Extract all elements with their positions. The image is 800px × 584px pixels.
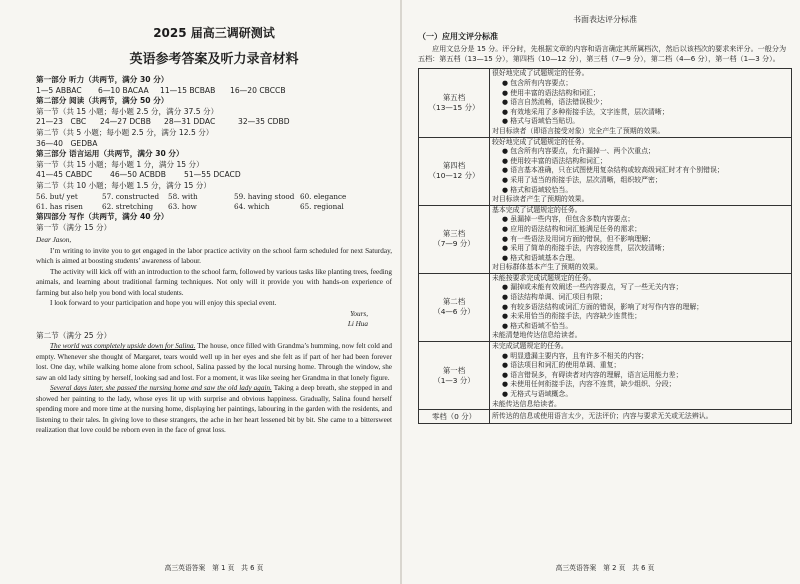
criterion-item: ● 格式和语域较恰当。 — [502, 185, 573, 194]
grade-range: （1—3 分） — [433, 375, 475, 385]
grade-description: 所传达的信息或使用语言太少，无法评价；内容与要求无关或无法辨认。 — [490, 410, 792, 424]
blank-answer: 56. but/ yet — [36, 191, 78, 201]
story-paragraph — [36, 383, 392, 436]
sample-letter — [36, 235, 392, 330]
criterion-item: ● 采用了适当的衔接手法，层次清晰，组织较严密； — [502, 175, 662, 184]
blank-answer: 57. constructed — [102, 191, 160, 201]
criterion-item: ● 有较多语法结构或词汇方面的错误，影响了对写作内容的理解； — [502, 302, 704, 311]
blank-answer: 61. has risen — [36, 201, 83, 211]
scoring-rubric-table — [418, 68, 792, 424]
rubric-intro: 应用文总分是 15 分。评分时，先根据文章的内容和语言确定其所属档次，然后以该档次的要求来评分。一般分为五档：第五档（13—15 分），第四档（10—12 分），第三档（7—9 分），第二档（4—6 分），第一档（1—3 分）。 — [418, 44, 787, 64]
grade-criteria — [490, 69, 792, 137]
grade-range: （10—12 分） — [428, 171, 480, 181]
rubric-row-zero — [419, 410, 792, 424]
rubric-row — [419, 69, 792, 137]
answer-group: 6—10 BACAA — [98, 85, 149, 95]
grade-criteria — [490, 342, 792, 410]
answer-group: 46—50 ACBDB — [110, 170, 166, 180]
grade-name: 第三档 — [442, 229, 466, 239]
listening-answers — [36, 86, 392, 97]
grade-name: 第四档 — [442, 161, 466, 171]
criterion-item: ● 漏掉或未能有效阐述一些内容要点，写了一些无关内容； — [502, 283, 683, 292]
criterion-summary: 未能清楚地传达信息给读者。 — [492, 331, 582, 340]
grade-range: （7—9 分） — [433, 239, 475, 249]
blank-answer: 64. which — [234, 201, 270, 211]
grade-criteria — [490, 137, 792, 205]
grade-label — [419, 69, 490, 137]
answer-group: 32—35 CDBD — [238, 117, 290, 127]
answer-group: 11—15 BCBAB — [160, 85, 216, 95]
answer-group: 21—23 CBC — [36, 117, 87, 127]
criterion-summary: 很好地完成了试题规定的任务。 — [492, 69, 589, 78]
blank-answer: 59. having stood — [234, 191, 295, 201]
criterion-item: ● 未使用任何衔接手法，内容不连贯，缺少组织、分段； — [502, 380, 676, 389]
letter-paragraph: I look forward to your participation and hope you will enjoy this special event. — [50, 299, 277, 308]
section2-answers: 36—40 GEDBA — [36, 138, 98, 148]
criterion-item: ● 格式与语域恰当贴切。 — [502, 117, 580, 126]
part2-section2-heading: 第二节（共 5 小题；每小题 2.5 分，满分 12.5 分） — [36, 127, 214, 137]
part3-section2-heading: 第二节（共 10 小题；每小题 1.5 分，满分 15 分） — [36, 180, 211, 190]
grade-name: 第二档 — [442, 297, 466, 307]
story-text: Taking a deep breath, she stepped in and showed her painting to the lady, whose eyes lit up with surprise and obvious happiness. Gradually, Salina found herself spending more and more time at the nursing home, displaying her paintings, labouring in the garden with the residents, and listening to their tales. In giving love to these strangers, the ache in her heart lessened bit by bit. She came to a bittersweet realization that love could be reborn even in the face of great loss. — [36, 384, 392, 435]
answer-page-2 — [402, 0, 800, 584]
criterion-item: ● 格式和语域基本合理。 — [502, 253, 580, 262]
criterion-item: ● 无格式与语域概念。 — [502, 390, 573, 398]
blank-answer: 58. with — [168, 191, 198, 201]
rubric-title: 书面表达评分标准 — [573, 15, 637, 24]
criterion-item: ● 使用较丰富的语法结构和词汇； — [502, 156, 607, 165]
criterion-item: ● 包含所有内容要点，允许漏掉一、两个次重点； — [502, 147, 655, 156]
blank-answer: 60. elegance — [300, 191, 347, 201]
rubric-section-heading: （一）应用文评分标准 — [418, 32, 498, 41]
grade-range: （13—15 分） — [428, 102, 480, 112]
grade-label — [419, 205, 490, 273]
cloze-answers — [36, 170, 392, 181]
part3-section1-heading: 第一节（共 15 小题；每小题 1 分，满分 15 分） — [36, 159, 204, 169]
criterion-item: ● 应用的语法结构和词汇能满足任务的需求； — [502, 224, 642, 233]
grade-name: 第一档 — [442, 365, 466, 375]
grade-label: 零档（0 分） — [419, 410, 490, 424]
criterion-item: ● 有效地采用了多种衔接手法，文字连贯，层次清晰； — [502, 107, 669, 116]
reading-answers — [36, 117, 392, 128]
grade-label — [419, 342, 490, 410]
answer-group: 16—20 CBCCB — [230, 85, 286, 95]
answer-group: 1—5 ABBAC — [36, 85, 82, 95]
letter-paragraph: The activity will kick off with an introduction to the school farm, followed by various tasks like planting trees, feeding animals, and learning about traditional farming techniques. Not only will it provide you with hands-on experience of farming but also help you bond with local students. — [36, 267, 392, 297]
answer-group: 28—31 DDAC — [164, 117, 216, 127]
criterion-item: ● 明显遗漏主要内容，且有许多不相关的内容； — [502, 351, 649, 360]
letter-closing: Yours, — [350, 309, 368, 318]
criterion-summary: 未能传达信息给读者。 — [492, 399, 561, 408]
answer-group: 24—27 DCBB — [100, 117, 151, 127]
criterion-item: ● 语法结构单调、词汇项目有限； — [502, 293, 607, 302]
grade-label — [419, 273, 490, 341]
rubric-row — [419, 273, 792, 341]
part4-section1-heading: 第一节（满分 15 分） — [36, 222, 112, 232]
story-lead-sentence: Several days later, she passed the nursing home and saw the old lady again. — [50, 384, 272, 393]
rubric-row — [419, 137, 792, 205]
document-title: 英语参考答案及听力录音材料 — [129, 52, 299, 67]
blank-answer: 65. regional — [300, 201, 344, 211]
part2-section1-heading: 第一节（共 15 小题；每小题 2.5 分，满分 37.5 分） — [36, 106, 219, 116]
criterion-item: ● 语言错误多，有碍读者对内容的理解，语言运用能力差； — [502, 370, 683, 379]
criterion-item: ● 语法项目和词汇的使用单调、重复； — [502, 361, 621, 370]
criterion-item: ● 语言基本准确，只在试图使用复杂结构或较高级词汇时才有个别错误； — [502, 166, 724, 175]
part3-heading: 第三部分 语言运用（共两节，满分 30 分） — [36, 149, 184, 159]
grade-label — [419, 137, 490, 205]
criterion-item: ● 包含所有内容要点； — [502, 79, 573, 87]
page-footer: 高三英语答案 第 1 页 共 6 页 — [164, 564, 264, 572]
criterion-item: ● 语言自然流畅，语法错误极少； — [502, 98, 607, 107]
criterion-item: ● 未采用恰当的衔接手法，内容缺少连贯性； — [502, 312, 642, 321]
criterion-summary: 未完成试题规定的任务。 — [492, 342, 568, 351]
answer-group: 41—45 CABDC — [36, 170, 93, 180]
answer-group: 51—55 DCACD — [184, 170, 241, 180]
criterion-item: ● 虽漏掉一些内容，但包含多数内容要点； — [502, 215, 635, 224]
letter-salutation: Dear Jason, — [36, 236, 72, 245]
grade-range: （4—6 分） — [433, 307, 475, 317]
blank-answer: 63. how — [168, 201, 197, 211]
blank-answer: 62. stretching — [102, 201, 154, 211]
letter-signature: Li Hua — [347, 320, 368, 329]
criterion-summary: 对目标群体基本产生了预期的效果。 — [492, 263, 603, 272]
story-paragraph — [36, 341, 392, 383]
grade-name: 第五档 — [442, 92, 466, 102]
story-text: The house, once filled with Grandma’s humming, now felt cold and empty. Whenever she thought of Margaret, tears would well up in her eyes and she felt as if part of her had been forever lost. One day, while walking home alone from school, Salina passed by the local nursing home. Through the window, she saw an old lady sitting by herself, looking sad and lost. For a moment, it was like seeing her Grandma in that lonely figure. — [36, 342, 393, 382]
letter-paragraph: I’m writing to invite you to get engaged in the labor practice activity on the school farm scheduled for next Saturday, which is aimed at boosting students’ awareness of labour. — [36, 246, 392, 266]
rubric-row — [419, 342, 792, 410]
criterion-summary: 对目标读者（即语言接受对象）完全产生了预期的效果。 — [492, 126, 665, 135]
blank-answers-row — [36, 192, 392, 202]
part4-heading: 第四部分 写作（共两节，满分 40 分） — [36, 211, 169, 221]
blank-answers-row — [36, 202, 392, 212]
rubric-row — [419, 205, 792, 273]
criterion-summary: 对目标读者产生了预期的效果。 — [492, 195, 589, 204]
criterion-item: ● 格式和语域不恰当。 — [502, 321, 573, 330]
criterion-item: ● 使用丰富的语法结构和词汇； — [502, 88, 600, 97]
criterion-item: ● 采用了简单的衔接手法，内容较连贯，层次较清晰； — [502, 244, 669, 253]
story-lead-sentence: The world was completely upside down for Salina. — [50, 342, 196, 351]
part1-heading: 第一部分 听力（共两节，满分 30 分） — [36, 75, 169, 84]
grade-criteria — [490, 205, 792, 273]
criterion-summary: 基本完成了试题规定的任务。 — [492, 205, 582, 214]
page-footer: 高三英语答案 第 2 页 共 6 页 — [555, 564, 655, 572]
criterion-summary: 较好地完成了试题规定的任务。 — [492, 137, 589, 146]
exam-title: 2025 届高三调研测试 — [153, 26, 275, 40]
part4-section2-heading: 第二节（满分 25 分） — [36, 330, 112, 340]
grade-criteria — [490, 273, 792, 341]
criterion-item: ● 有一些语法及用词方面的错误，但不影响理解； — [502, 234, 655, 243]
criterion-summary: 未能按要求完成试题规定的任务。 — [492, 273, 596, 282]
part2-heading: 第二部分 阅读（共两节，满分 50 分） — [36, 96, 169, 106]
